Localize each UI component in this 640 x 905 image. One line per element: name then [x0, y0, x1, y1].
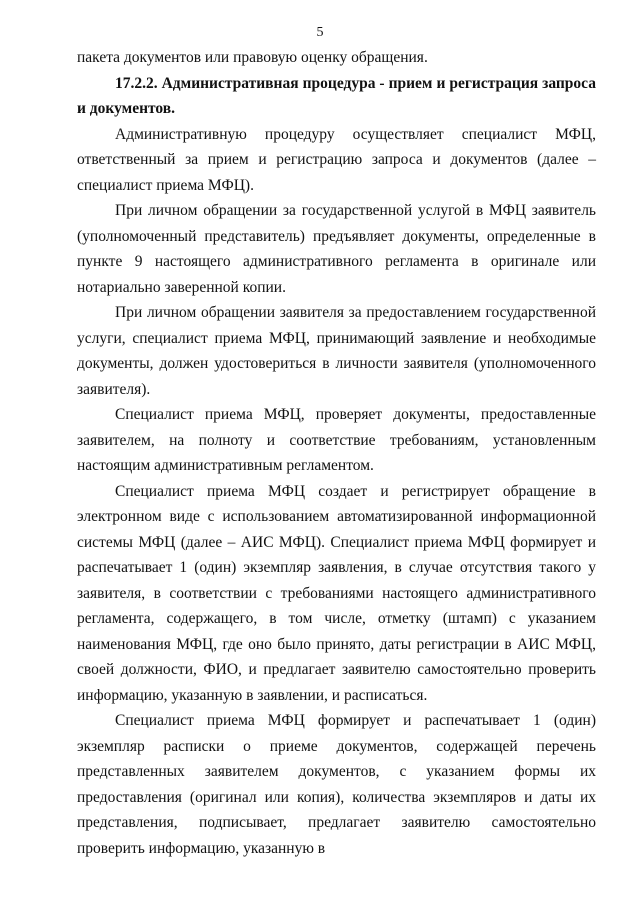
section-heading: 17.2.2. Административная процедура - прием и регистрация запроса и документов.	[77, 74, 596, 117]
paragraph: Специалист приема МФЦ создает и регистрирует обращение в электронном виде с использованием автоматизированной информационной системы МФЦ (далее – АИС МФЦ). Специалист приема МФЦ формирует и распечатывает 1 (один) экземпляр заявления, в случае отсутствия такого у заявителя, в соответствии с требованиями настоящего административного регламента, содержащего, в том числе, отметку (штамп) с указанием наименования МФЦ, где оно было принято, даты регистрации в АИС МФЦ, своей должности, ФИО, и предлагает заявителю самостоятельно проверить информацию, указанную в заявлении, и расписаться.	[77, 482, 596, 704]
paragraph-continuation: пакета документов или правовую оценку обращения.	[77, 49, 428, 66]
paragraph: Специалист приема МФЦ, проверяет документы, предоставленные заявителем, на полноту и соответствие требованиям, установленным настоящим административным регламентом.	[77, 406, 596, 474]
document-body	[77, 45, 596, 861]
paragraph: При личном обращении за государственной услугой в МФЦ заявитель (уполномоченный представитель) предъявляет документы, определенные в пункте 9 настоящего административного регламента в оригинале или нотариально заверенной копии.	[77, 202, 596, 296]
paragraph: Специалист приема МФЦ формирует и распечатывает 1 (один) экземпляр расписки о приеме документов, содержащей перечень представленных заявителем документов, с указанием формы их предоставления (оригинал или копия), количества экземпляров и даты их представления, подписывает, предлагает заявителю самостоятельно проверить информацию, указанную в	[77, 712, 596, 857]
paragraph: Административную процедуру осуществляет специалист МФЦ, ответственный за прием и регистрацию запроса и документов (далее – специалист приема МФЦ).	[77, 125, 596, 194]
paragraph: При личном обращении заявителя за предоставлением государственной услуги, специалист приема МФЦ, принимающий заявление и необходимые документы, должен удостовериться в личности заявителя (уполномоченного заявителя).	[77, 304, 596, 398]
page-number: 5	[316, 25, 324, 40]
